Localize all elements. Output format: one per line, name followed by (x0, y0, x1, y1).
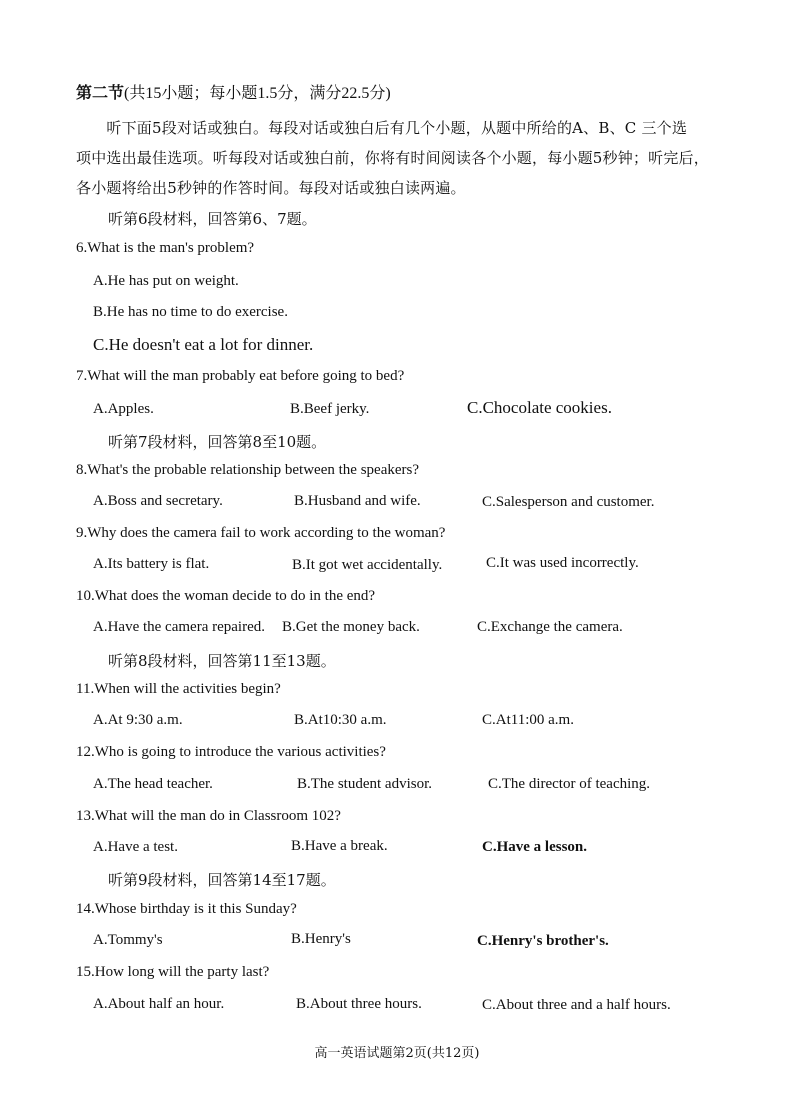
instruction-line-2: 项中选出最佳选项。听每段对话或独白前，你将有时间阅读各个小题，每小题5秒钟；听完后， (76, 149, 709, 167)
question-10-option-a: A.Have the camera repaired. (93, 619, 265, 635)
section-title (76, 80, 391, 103)
question-10-option-b: B.Get the money back. (282, 619, 420, 635)
question-6-option-c: C.He doesn't eat a lot for dinner. (93, 335, 314, 354)
question-12-option-a: A.The head teacher. (93, 776, 213, 792)
question-7-option-a: A.Apples. (93, 401, 154, 417)
question-14-stem: 14.Whose birthday is it this Sunday? (76, 901, 297, 917)
question-12-option-b: B.The student advisor. (297, 776, 432, 792)
instruction-line-3: 各小题将给出5秒钟的作答时间。每段对话或独白读两遍。 (76, 179, 466, 197)
instruction-line-1: 听下面5段对话或独白。每段对话或独白后有几个小题，从题中所给的A、B、C 三个选 (76, 119, 688, 137)
question-9-stem: 9.Why does the camera fail to work according to the woman? (76, 525, 446, 541)
question-12-option-c: C.The director of teaching. (488, 776, 651, 792)
question-7-stem: 7.What will the man probably eat before going to bed? (76, 368, 405, 384)
question-7-option-b: B.Beef jerky. (290, 401, 370, 417)
question-11-option-a: A.At 9:30 a.m. (93, 712, 183, 728)
question-15-option-c: C.About three and a half hours. (482, 997, 671, 1013)
question-15-option-a: A.About half an hour. (93, 996, 225, 1012)
question-11-option-b: B.At10:30 a.m. (294, 712, 387, 728)
material-7-heading: 听第7段材料，回答第8至10题。 (108, 433, 327, 451)
question-12-stem: 12.Who is going to introduce the various activities? (76, 744, 386, 760)
material-9-heading: 听第9段材料，回答第14至17题。 (108, 871, 336, 889)
question-13-option-b: B.Have a break. (291, 838, 388, 854)
question-8-stem: 8.What's the probable relationship between the speakers? (76, 462, 419, 478)
question-10-stem: 10.What does the woman decide to do in the end? (76, 588, 376, 604)
question-15-option-b: B.About three hours. (296, 996, 422, 1012)
question-8-option-a: A.Boss and secretary. (93, 493, 223, 509)
question-8-option-c: C.Salesperson and customer. (482, 494, 655, 510)
material-6-heading: 听第6段材料，回答第6、7题。 (108, 210, 317, 228)
question-6-stem: 6.What is the man's problem? (76, 240, 255, 256)
question-9-option-a: A.Its battery is flat. (93, 556, 210, 572)
question-13-option-a: A.Have a test. (93, 839, 178, 855)
question-9-option-c: C.It was used incorrectly. (486, 555, 639, 571)
question-7-option-c: C.Chocolate cookies. (467, 398, 612, 417)
section-title-scoring: (共15小题；每小题1.5分，满分22.5分) (124, 85, 391, 102)
question-10-option-c: C.Exchange the camera. (477, 619, 623, 635)
question-14-option-b: B.Henry's (291, 931, 351, 947)
question-15-stem: 15.How long will the party last? (76, 964, 270, 980)
question-9-option-b: B.It got wet accidentally. (292, 557, 443, 573)
question-11-stem: 11.When will the activities begin? (76, 681, 281, 697)
question-14-option-a: A.Tommy's (93, 932, 163, 948)
question-6-option-a: A.He has put on weight. (93, 273, 239, 289)
page-footer: 高一英语试题第2页(共12页) (314, 1046, 480, 1061)
section-title-bold: 第二节 (76, 83, 125, 102)
question-11-option-c: C.At11:00 a.m. (482, 712, 574, 728)
question-8-option-b: B.Husband and wife. (294, 493, 421, 509)
question-13-option-c: C.Have a lesson. (482, 839, 587, 855)
material-8-heading: 听第8段材料，回答第11至13题。 (108, 652, 336, 670)
question-6-option-b: B.He has no time to do exercise. (93, 304, 288, 320)
question-14-option-c: C.Henry's brother's. (477, 933, 609, 949)
question-13-stem: 13.What will the man do in Classroom 102? (76, 808, 341, 824)
